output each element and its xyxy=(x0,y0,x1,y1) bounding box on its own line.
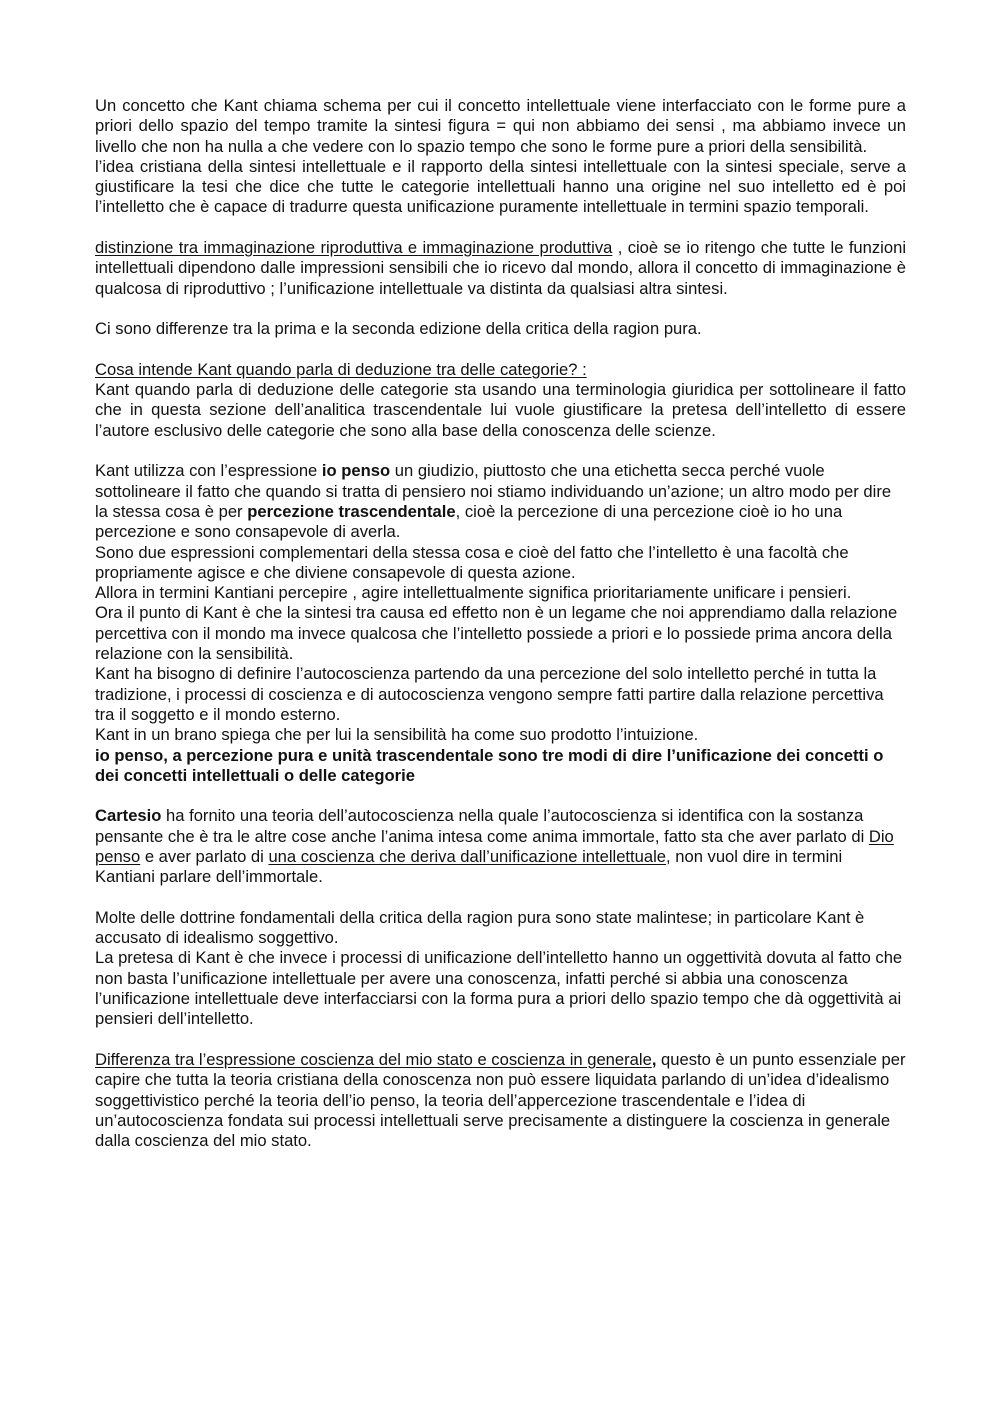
paragraph-percepire: Allora in termini Kantiani percepire , agire intellettualmente significa prioritariamente unificare i pensieri. xyxy=(95,583,852,603)
bold-comma: , xyxy=(651,1049,657,1069)
paragraph-edizioni: Ci sono differenze tra la prima e la seconda edizione della critica della ragion pura. xyxy=(95,319,702,339)
paragraph-text: ha fornito una teoria dell’autocoscienza nella quale l’autocoscienza si identifica con la sostanza pensante che è tra le altre cose anche l’anima intesa come anima immortale, fatto sta che aver parlato di xyxy=(95,806,869,846)
bold-term-percezione: percezione trascendentale xyxy=(247,501,456,521)
paragraph-text: Kant utilizza con l’espressione xyxy=(95,461,322,481)
paragraph-differenza xyxy=(95,1050,906,1151)
paragraph-io-penso xyxy=(95,461,906,542)
spacer xyxy=(95,340,906,360)
spacer xyxy=(95,1030,906,1050)
underlined-topic: distinzione tra immaginazione riproduttiva e immaginazione produttiva xyxy=(95,238,613,258)
paragraph-oggettivita: La pretesa di Kant è che invece i processi di unificazione dell’intelletto hanno un oggettività dovuta al fatto che non basta l’unificazione intellettuale per avere una conoscenza, infatti perché si abbia una conoscenza l’unificazione intellettuale deve interfacciarsi con la forma pura a priori dello spazio tempo che dà oggettività ai pensieri dell’intelletto. xyxy=(95,948,903,1029)
paragraph-bold-summary: io penso, a percezione pura e unità trascendentale sono tre modi di dire l’unificazione dei concetti o dei concetti intellettuali o delle categorie xyxy=(95,745,884,785)
paragraph-text: , non vuol dire in termini Kantiani parlare dell’immortale. xyxy=(95,846,843,887)
paragraph-immaginazione xyxy=(95,238,906,299)
paragraph-text: , cioè la percezione di una percezione cioè io ho una percezione e sono consapevole di averla. xyxy=(95,501,843,542)
bold-term-io-penso: io penso xyxy=(321,461,391,481)
paragraph-cartesio xyxy=(95,806,906,887)
underlined-question: Cosa intende Kant quando parla di deduzione tra delle categorie? : xyxy=(95,359,587,379)
spacer xyxy=(95,218,906,238)
paragraph-complementari: Sono due espressioni complementari della stessa cosa e cioè del fatto che l’intelletto è una facoltà che propriamente agisce e che diviene consapevole di questa azione. xyxy=(95,542,849,582)
paragraph-autocoscienza: Kant ha bisogno di definire l’autocoscienza partendo da una percezione del solo intelletto perché in tutta la tradizione, i processi di coscienza e di autocoscienza vengono sempre fatti partire dalla relazione percettiva tra il soggetto e il mondo esterno. xyxy=(95,664,884,724)
spacer xyxy=(95,786,906,806)
paragraph-text: un giudizio, piuttosto che una etichetta secca perché vuole sottolineare il fatto che quando si tratta di pensiero noi stiamo individuando un’azione; un altro modo per dire la stessa cosa è per xyxy=(95,461,892,521)
paragraph-intuizione: Kant in un brano spiega che per lui la sensibilità ha come suo prodotto l’intuizione. xyxy=(95,725,699,745)
spacer xyxy=(95,299,906,319)
underlined-dio-penso: Dio penso xyxy=(95,826,894,866)
bold-term-cartesio: Cartesio xyxy=(95,806,162,826)
underlined-coscienza: una coscienza che deriva dall’unificazione intellettuale xyxy=(268,846,667,866)
paragraph-schema: Un concetto che Kant chiama schema per cui il concetto intellettuale viene interfacciato con le forme pure a priori dello spazio del tempo tramite la sintesi figura = qui non abbiamo dei sensi , ma abbiamo invece un livello che non ha nulla a che vedere con lo spazio tempo che sono le forme pure a priori della sensibilità. xyxy=(95,96,906,156)
paragraph-malintese: Molte delle dottrine fondamentali della critica della ragion pura sono state malintese; in particolare Kant è accusato di idealismo soggettivo. xyxy=(95,907,865,948)
paragraph-text: e aver parlato di xyxy=(140,846,269,866)
spacer xyxy=(95,441,906,461)
paragraph-text: , cioè se io ritengo che tutte le funzioni intellettuali dipendono dalle impressioni sensibili che io ricevo dal mondo, allora il concetto di immaginazione è qualcosa di riproduttivo ; l’unificazione intellettuale va distinta da qualsiasi altra sintesi. xyxy=(95,238,907,298)
document-page xyxy=(95,96,906,1151)
underlined-differenza: Differenza tra l’espressione coscienza del mio stato e coscienza in generale xyxy=(95,1049,652,1069)
paragraph-causa-effetto: Ora il punto di Kant è che la sintesi tra causa ed effetto non è un legame che noi apprendiamo dalla relazione percettiva con il mondo ma invece qualcosa che l’intelletto possiede a priori e lo possiede prima ancora della relazione con la sensibilità. xyxy=(95,603,898,664)
paragraph-deduzione: Kant quando parla di deduzione delle categorie sta usando una terminologia giuridica per sottolineare il fatto che in questa sezione dell’analitica trascendentale lui vuole giustificare la pretesa dell’intelletto di essere l’autore esclusivo delle categorie che sono alla base della conoscenza delle scienze. xyxy=(95,380,906,440)
paragraph-text: questo è un punto essenziale per capire che tutta la teoria cristiana della conoscenza non può essere liquidata parlando di un’idea d’idealismo soggettivistico perché la teoria dell’io penso, la teoria dell’appercezione trascendentale e l’idea di un’autocoscienza fondata sui processi intellettuali serve precisamente a distinguere la coscienza in generale dalla coscienza del mio stato. xyxy=(95,1049,906,1151)
paragraph-idea-cristiana: l’idea cristiana della sintesi intellettuale e il rapporto della sintesi intellettuale con la sintesi speciale, serve a giustificare la tesi che dice che tutte le categorie intellettuali hanno una origine nel suo intelletto ed è poi l’intelletto che è capace di tradurre questa unificazione puramente intellettuale in termini spazio temporali. xyxy=(95,156,906,217)
spacer xyxy=(95,888,906,908)
question-heading xyxy=(95,360,906,380)
